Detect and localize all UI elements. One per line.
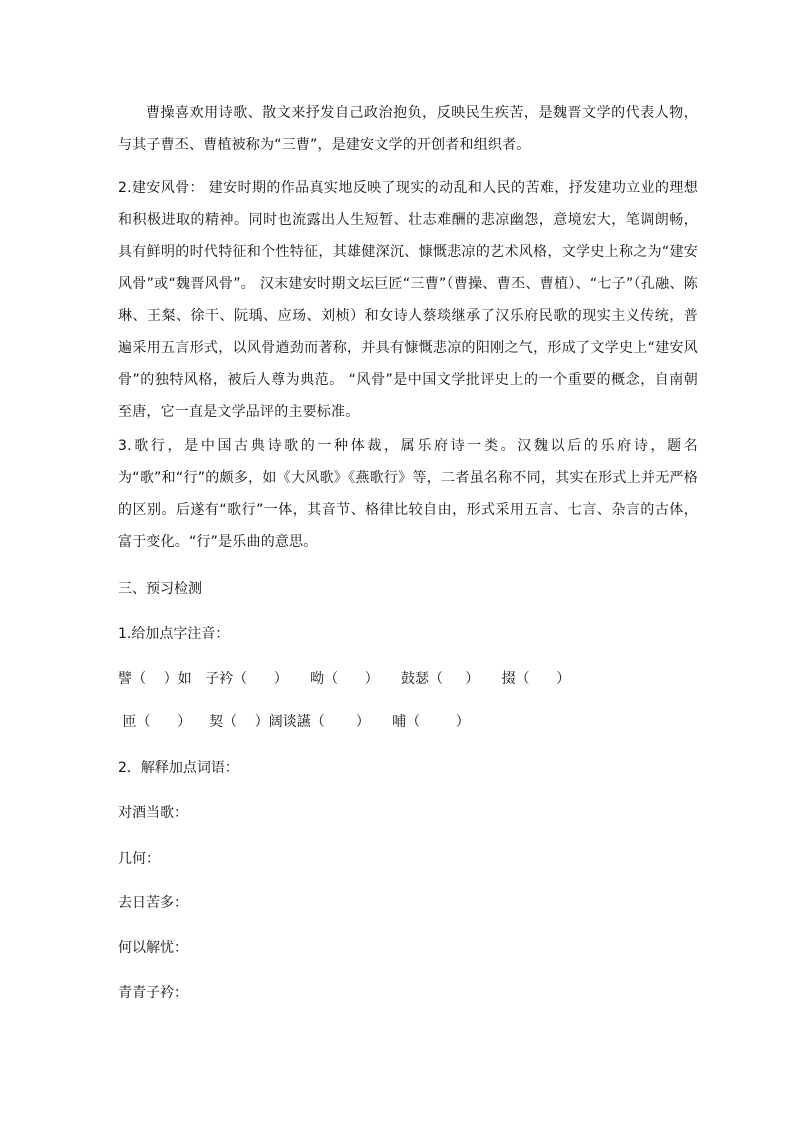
paragraph-ge-xing: 3.歌行，是中国古典诗歌的一种体裁，属乐府诗一类。汉魏以后的乐府诗，题名为“歌”和“行”的颇多，如《大风歌》《燕歌行》等，二者虽名称不同，其实在形式上并无严格的区别。后遂有“歌行”一体，其音节、格律比较自由，形式采用五言、七言、杂言的古体，富于变化。“行”是乐曲的意思。 [118, 438, 698, 550]
term-3: 去日苦多： [118, 895, 188, 911]
term-1: 对酒当歌： [118, 805, 188, 821]
question-2: 2．解释加点词语： [118, 760, 239, 776]
question-1: 1.给加点字注音： [118, 626, 230, 642]
paragraph-jian-an-feng-gu: 2.建安风骨： 建安时期的作品真实地反映了现实的动乱和人民的苦难，抒发建功立业的理想和积极进取的精神。同时也流露出人生短暂、壮志难酬的悲凉幽怨，意境宏大，笔调朗畅，具有鲜明的时代特征和个性特征，其雄健深沉、慷慨悲凉的艺术风格，文学史上称之为“建安风骨”或“魏晋风骨”。 汉末建安时期文坛巨匠“三曹”（曹操、曹丕、曹植）、“七子”（孔融、陈琳、王粲、徐干、阮瑀、应玚、刘桢）和女诗人蔡琰继承了汉乐府民歌的现实主义传统，普遍采用五言形式，以风骨遒劲而著称，并具有慷慨悲凉的阳刚之气，形成了文学史上“建安风骨”的独特风格，被后人尊为典范。 “风骨”是中国文学批评史上的一个重要的概念，自南朝至唐，它一直是文学品评的主要标准。 [118, 180, 698, 420]
term-2: 几何： [118, 851, 160, 867]
pinyin-row-1: 譬（ ）如 子衿（ ） 呦（ ） 鼓瑟（ ） 掇（ ） [118, 671, 571, 687]
term-5: 青青子衿： [118, 985, 188, 1001]
term-4: 何以解忧： [118, 940, 188, 956]
paragraph-cao-cao: 曹操喜欢用诗歌、散文来抒发自己政治抱负，反映民生疾苦，是魏晋文学的代表人物，与其子曹丕、曹植被称为“三曹”，是建安文学的开创者和组织者。 [118, 105, 698, 153]
section-heading: 三、预习检测 [118, 581, 202, 597]
pinyin-row-2: 匝（ ） 契（ ）阔谈讌（ ） 哺（ ） [118, 714, 470, 730]
document-page [118, 0, 698, 1123]
